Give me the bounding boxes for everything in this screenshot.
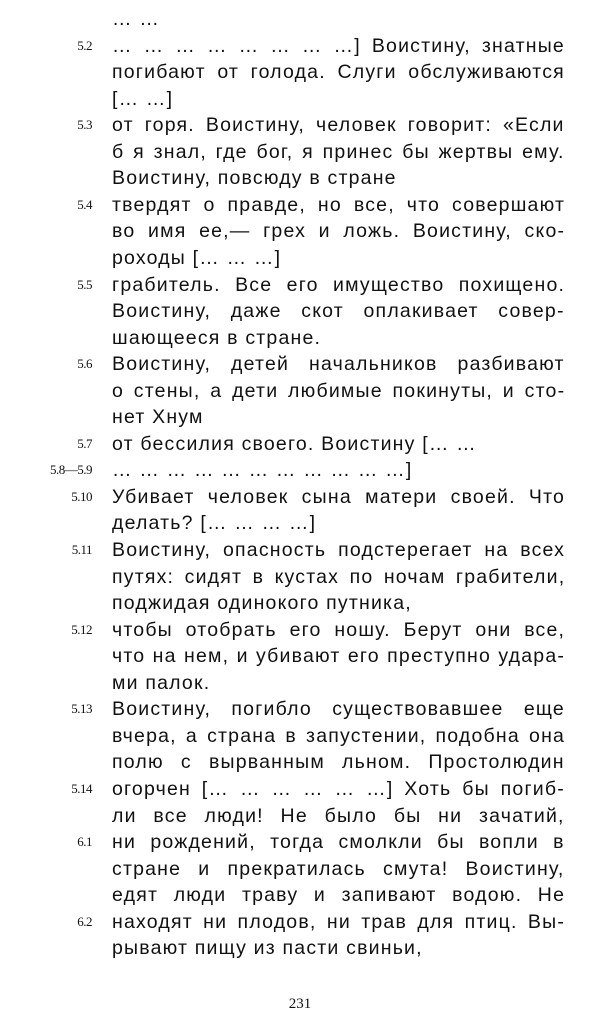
text-line	[0, 457, 600, 483]
line-number: 5.12	[71, 621, 92, 637]
line-number: 6.1	[77, 834, 92, 850]
line-text: Воистину, повсюду в стране	[112, 167, 397, 190]
line-text: твердят о правде, но все, что совершают	[112, 193, 566, 216]
line-number: 5.10	[71, 488, 92, 504]
text-line	[0, 590, 600, 616]
line-text: стране и прекратилась смута! Воистину,	[112, 857, 565, 880]
line-text: шающееся в стране.	[112, 326, 322, 349]
line-text: … … … … … … … … … … …]	[112, 459, 413, 482]
line-text: находят ни плодов, ни трав для птиц. Вы-	[112, 910, 566, 933]
line-text: ми палок.	[112, 671, 211, 694]
text-line	[0, 325, 600, 351]
text-line	[0, 909, 600, 935]
text-line	[0, 564, 600, 590]
text-line	[0, 829, 600, 855]
text-line	[0, 643, 600, 669]
line-text: [… …]	[112, 87, 174, 110]
line-number: 5.5	[77, 276, 92, 292]
line-number: 5.4	[77, 196, 92, 212]
line-number: 5.3	[77, 117, 92, 133]
line-text: что на нем, и убивают его преступно удара-	[112, 645, 566, 668]
text-line	[0, 935, 600, 961]
line-text: от горя. Воистину, человек говорит: «Если	[112, 114, 565, 137]
text-line	[0, 484, 600, 510]
text-line	[0, 298, 600, 324]
text-line	[0, 351, 600, 377]
line-text: о стены, а дети любимые покинуты, и сто-	[112, 379, 566, 402]
text-line	[0, 670, 600, 696]
text-line	[0, 378, 600, 404]
line-text: Воистину, даже скот оплакивает совер-	[112, 300, 565, 323]
line-number: 5.7	[77, 435, 92, 451]
line-number: 5.2	[77, 37, 92, 53]
text-line	[0, 139, 600, 165]
line-text: Воистину, опасность подстерегает на всех	[112, 539, 566, 561]
text-line	[0, 537, 600, 563]
text-line	[0, 86, 600, 112]
line-text: … …	[112, 8, 161, 30]
line-number: 6.2	[77, 913, 92, 929]
text-line	[0, 33, 600, 59]
text-line	[0, 749, 600, 775]
text-line	[0, 112, 600, 138]
line-text: едят люди траву и запивают водою. Не	[112, 884, 566, 907]
text-line	[0, 882, 600, 908]
line-text: Воистину, детей начальников разбивают	[112, 353, 565, 376]
line-text: Убивает человек сына матери своей. Что	[112, 485, 566, 508]
text-line	[0, 218, 600, 244]
line-number: 5.6	[77, 356, 92, 372]
line-text: огорчен [… … … … … …] Хоть бы погиб-	[112, 777, 565, 800]
line-text: от бессилия своего. Воистину [… …	[112, 432, 477, 455]
line-text: грабитель. Все его имущество похищено.	[112, 273, 566, 296]
text-line	[0, 696, 600, 722]
text-line	[0, 510, 600, 536]
text-line	[0, 6, 600, 32]
line-number: 5.8—5.9	[50, 462, 92, 478]
line-text: во имя ее,— грех и ложь. Воистину, ско-	[112, 220, 566, 243]
line-number: 5.11	[71, 542, 92, 557]
text-line	[0, 431, 600, 457]
line-number: 5.14	[71, 780, 92, 796]
line-text: вчера, а страна в запустении, подобна она	[112, 724, 566, 747]
line-text: ни рождений, тогда смолкли бы вопли в	[112, 831, 565, 854]
line-text: делать? [… … … …]	[112, 512, 317, 535]
line-text: погибают от голода. Слуги обслуживаются	[112, 61, 565, 84]
line-number: 5.13	[71, 701, 92, 717]
text-line	[0, 776, 600, 802]
line-text: путях: сидят в кустах по ночам грабители,	[112, 565, 566, 588]
text-line	[0, 59, 600, 85]
text-line	[0, 723, 600, 749]
line-text: нет Хнум	[112, 406, 204, 429]
text-line	[0, 856, 600, 882]
line-text: … … … … … … … …] Воистину, знатные	[112, 34, 565, 57]
text-line	[0, 192, 600, 218]
text-line	[0, 165, 600, 191]
page-number: 231	[288, 996, 312, 1012]
line-text: рывают пищу из пасти свиньи,	[112, 937, 423, 960]
line-text: роходы [… … …]	[112, 246, 282, 269]
line-text: полю с вырванным льном. Простолюдин	[112, 751, 565, 774]
text-line	[0, 245, 600, 271]
text-line	[0, 404, 600, 430]
line-text: чтобы отобрать его ношу. Берут они все,	[112, 618, 566, 641]
line-text: ли все люди! Не было бы ни зачатий,	[112, 804, 565, 827]
line-text: поджидая одинокого путника,	[112, 592, 412, 615]
line-text: б я знал, где бог, я принес бы жертвы ему.	[112, 140, 565, 163]
text-line	[0, 803, 600, 829]
text-line	[0, 617, 600, 643]
line-text: Воистину, погибло существовавшее еще	[112, 698, 565, 721]
text-line	[0, 272, 600, 298]
